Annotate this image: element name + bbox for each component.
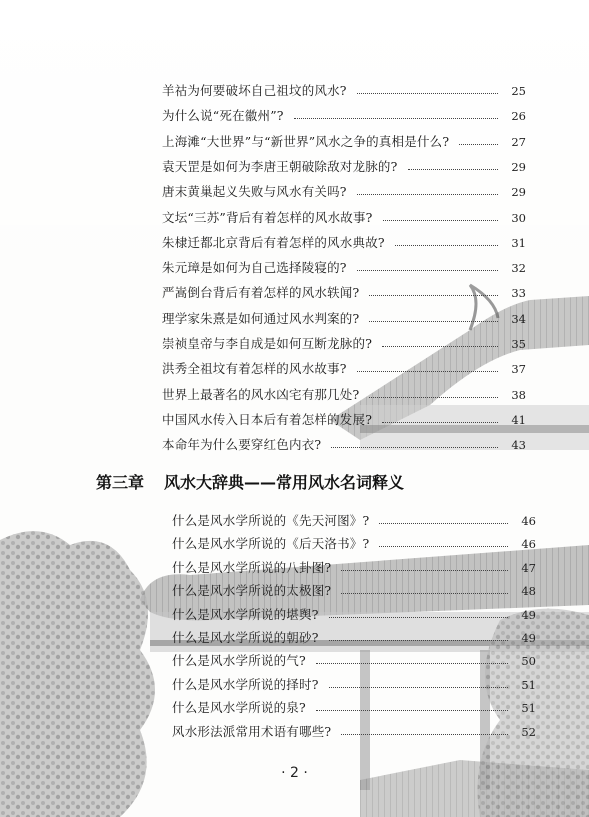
dot-leader [382, 421, 498, 423]
toc-entry-page: 46 [521, 514, 536, 528]
toc-entry[interactable] [172, 510, 536, 532]
toc-entry-page: 35 [511, 337, 526, 351]
toc-entry-title: 什么是风水学所说的《先天河图》? [172, 513, 370, 528]
dot-leader [357, 269, 498, 271]
toc-entry-title: 严嵩倒台背后有着怎样的风水轶闻? [162, 285, 360, 301]
toc-entry[interactable] [162, 156, 526, 178]
toc-entry-page: 30 [511, 210, 526, 225]
dot-leader [369, 320, 498, 322]
toc-entry[interactable] [172, 627, 536, 649]
toc-entry-title: 什么是风水学所说的择时? [172, 676, 319, 692]
dot-leader [357, 92, 498, 94]
toc-entry-page: 49 [521, 607, 536, 622]
dot-leader [341, 733, 508, 735]
toc-entry-page: 38 [511, 387, 526, 402]
toc-entry[interactable] [172, 650, 536, 672]
dot-leader [395, 244, 498, 246]
dot-leader [379, 522, 508, 524]
toc-entry-page: 26 [511, 109, 526, 124]
toc-entry[interactable] [162, 207, 526, 229]
toc-entry-page: 43 [511, 438, 526, 453]
toc-entry-page: 47 [521, 560, 536, 575]
toc-entry-page: 50 [521, 654, 536, 669]
dot-leader [382, 345, 498, 347]
dot-leader [459, 143, 498, 145]
toc-entry[interactable] [172, 604, 536, 626]
toc-entry-page: 29 [511, 159, 526, 174]
toc-entry-title: 什么是风水学所说的泉? [172, 700, 306, 716]
toc-entry[interactable] [162, 131, 526, 153]
dot-leader [357, 370, 498, 372]
toc-entry[interactable] [172, 533, 536, 555]
toc-entry[interactable] [172, 721, 536, 743]
toc-entry-title: 什么是风水学所说的气? [172, 653, 306, 669]
chapter-number: 第三章 [96, 473, 145, 492]
toc-entry-page: 33 [511, 286, 526, 301]
toc-entry-page: 27 [511, 134, 526, 149]
chapter-title: 风水大辞典——常用风水名词释义 [164, 473, 405, 492]
dot-leader [329, 616, 508, 618]
dot-leader [331, 446, 498, 448]
toc-entry-title: 理学家朱熹是如何通过风水判案的? [162, 310, 360, 326]
toc-entry[interactable] [162, 358, 526, 380]
dot-leader [357, 193, 498, 195]
toc-entry-title: 为什么说“死在徽州”? [162, 108, 284, 124]
chapter-heading [96, 470, 404, 496]
toc-entry-title: 羊祜为何要破坏自己祖坟的风水? [162, 83, 347, 98]
toc-entry-title: 本命年为什么要穿红色内衣? [162, 437, 322, 453]
dot-leader [341, 592, 508, 594]
toc-entry-page: 25 [511, 84, 526, 98]
toc-entry-title: 崇祯皇帝与李自成是如何互断龙脉的? [162, 336, 373, 351]
dot-leader [341, 569, 508, 571]
toc-entry-page: 34 [511, 311, 526, 326]
toc-entry-title: 中国风水传入日本后有着怎样的发展? [162, 411, 373, 427]
toc-entry-page: 41 [511, 412, 526, 427]
toc-entry-title: 风水形法派常用术语有哪些? [172, 723, 332, 739]
toc-entry-title: 世界上最著名的风水凶宅有那几处? [162, 386, 360, 402]
toc-entry-page: 52 [521, 724, 536, 739]
dot-leader [369, 294, 498, 296]
toc-entry[interactable] [162, 257, 526, 279]
toc-entry-page: 48 [521, 584, 536, 599]
dot-leader [329, 686, 508, 688]
toc-entry[interactable] [162, 105, 526, 127]
toc-entry-title: 唐末黄巢起义失败与风水有关吗? [162, 184, 347, 200]
toc-entry-page: 51 [521, 701, 536, 716]
page-number: · 2 · [281, 765, 308, 781]
toc-entry-title: 什么是风水学所说的朝砂? [172, 630, 319, 645]
toc-entry[interactable] [172, 674, 536, 696]
toc-entry[interactable] [172, 697, 536, 719]
toc-entry-title: 什么是风水学所说的太极图? [172, 583, 332, 599]
toc-entry[interactable] [162, 409, 526, 431]
toc-entry-title: 朱棣迁都北京背后有着怎样的风水典故? [162, 234, 385, 250]
toc-entry[interactable] [162, 333, 526, 355]
toc-entry-page: 32 [511, 261, 526, 276]
toc-entry[interactable] [172, 557, 536, 579]
toc-entry[interactable] [162, 181, 526, 203]
toc-entry[interactable] [172, 580, 536, 602]
toc-entry-page: 29 [511, 185, 526, 200]
toc-entry-page: 37 [511, 362, 526, 377]
toc-entry[interactable] [162, 384, 526, 406]
toc-entry-title: 朱元璋是如何为自己选择陵寝的? [162, 260, 347, 276]
dot-leader [316, 662, 508, 664]
toc-entry-page: 31 [511, 235, 526, 250]
toc-entry-page: 46 [521, 537, 536, 552]
dot-leader [316, 709, 508, 711]
toc-entry-title: 什么是风水学所说的八卦图? [172, 559, 332, 575]
toc-entry-title: 什么是风水学所说的《后天洛书》? [172, 536, 370, 552]
toc-entry-page: 51 [521, 677, 536, 692]
dot-leader [383, 219, 498, 221]
toc-entry-title: 洪秀全祖坟有着怎样的风水故事? [162, 361, 347, 377]
toc-entry[interactable] [162, 308, 526, 330]
dot-leader [329, 639, 508, 641]
toc-entry[interactable] [162, 80, 526, 102]
toc-entry-title: 袁天罡是如何为李唐王朝破除敌对龙脉的? [162, 158, 398, 174]
dot-leader [294, 117, 498, 119]
toc-entry-title: 什么是风水学所说的堪舆? [172, 606, 319, 622]
toc-entry[interactable] [162, 232, 526, 254]
dot-leader [379, 545, 508, 547]
toc-entry-title: 文坛“三苏”背后有着怎样的风水故事? [162, 209, 373, 225]
toc-entry[interactable] [162, 282, 526, 304]
toc-entry[interactable] [162, 434, 526, 456]
dot-leader [408, 168, 498, 170]
dot-leader [369, 396, 498, 398]
toc-entry-page: 49 [521, 631, 536, 645]
toc-entry-title: 上海滩“大世界”与“新世界”风水之争的真相是什么? [162, 133, 450, 149]
